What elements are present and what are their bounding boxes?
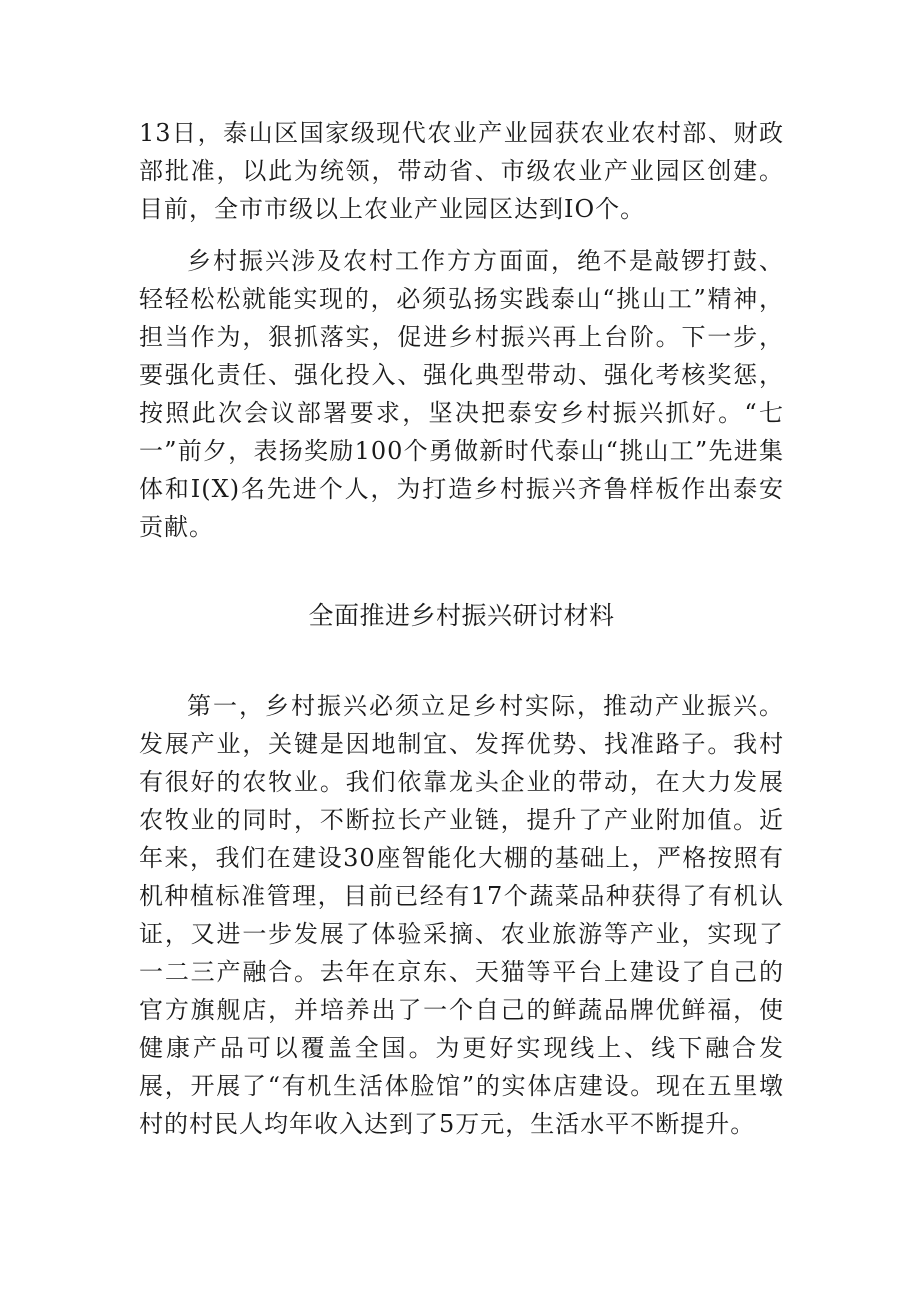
paragraph-industry-revitalization: 第一，乡村振兴必须立足乡村实际，推动产业振兴。发展产业，关键是因地制宜、发挥优势、找准路子。我村有很好的农牧业。我们依靠龙头企业的带动，在大力发展农牧业的同时，不断拉长产业链，提升了产业附加值。近年来，我们在建设30座智能化大棚的基础上，严格按照有机种植标准管理，目前已经有17个蔬菜品种获得了有机认证，又进一步发展了体验采摘、农业旅游等产业，实现了一二三产融合。去年在京东、天猫等平台上建设了自己的官方旗舰店，并培养出了一个自己的鲜蔬品牌优鲜福，使健康产品可以覆盖全国。为更好实现线上、线下融合发展，开展了“有机生活体脸馆”的实体店建设。现在五里墩村的村民人均年收入达到了5万元，生活水平不断提升。 — [139, 692, 784, 1138]
paragraph-rural-revitalization: 乡村振兴涉及农村工作方方面面，绝不是敲锣打鼓、轻轻松松就能实现的，必须弘扬实践泰山“挑山工”精神，担当作为，狠抓落实，促进乡村振兴再上台阶。下一步，要强化责任、强化投入、强化典型带动、强化考核奖惩，按照此次会议部署要求，坚决把泰安乡村振兴抓好。“七一”前夕，表扬奖励100个勇做新时代泰山“挑山工”先进集体和I(X)名先进个人，为打造乡村振兴齐鲁样板作出泰安贡献。 — [139, 247, 784, 541]
paragraph-continued: 13日，泰山区国家级现代农业产业园获农业农村部、财政部批准，以此为统领，带动省、市级农业产业园区创建。目前，全市市级以上农业产业园区达到IO个。 — [139, 119, 784, 223]
section-title: 全面推进乡村振兴研讨材料 — [308, 601, 615, 630]
